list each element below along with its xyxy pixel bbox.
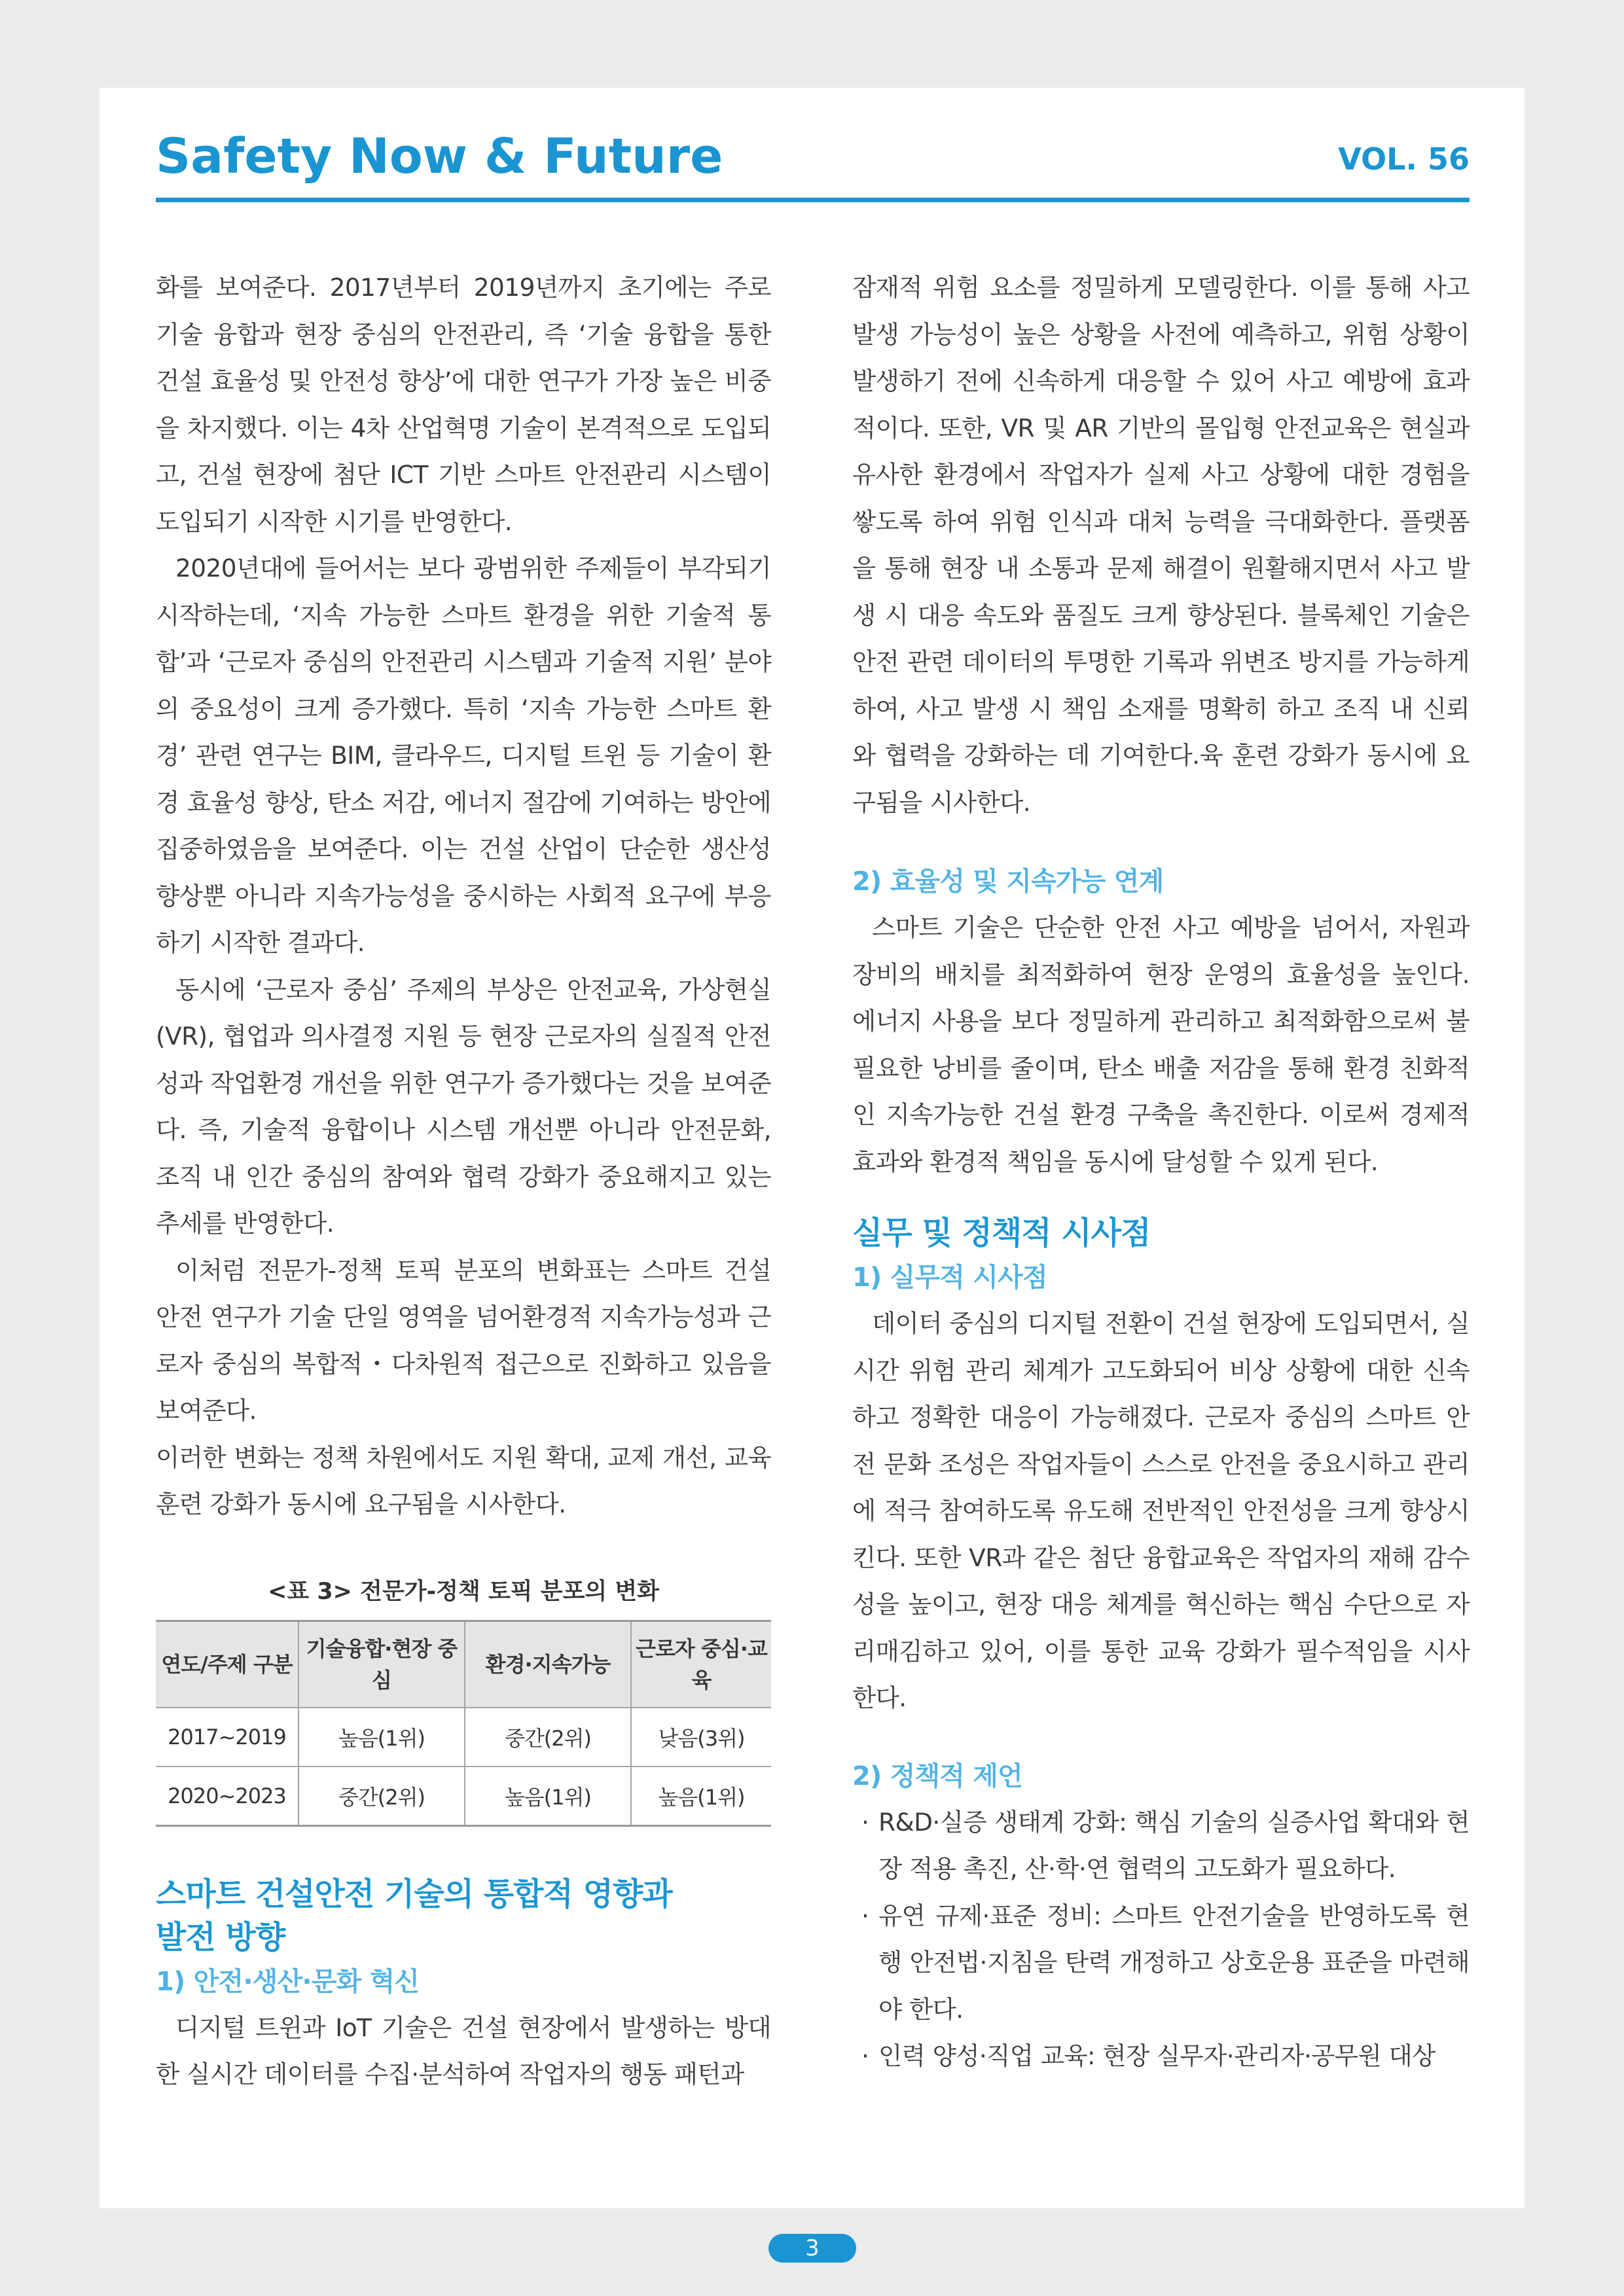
paragraph: 스마트 기술은 단순한 안전 사고 예방을 넘어서, 자원과 장비의 배치를 최적화하여 현장 운영의 효율성을 높인다. 에너지 사용을 보다 정밀하게 관리하고 최적화함으로써 불필요한 낭비를 줄이며, 탄소 배출 저감을 통해 환경 친화적인 지속가능한 건설 환경 구축을 촉진한다. 이로써 경제적 효과와 환경적 책임을 동시에 달성할 수 있게 된다. — [852, 913, 1470, 1176]
section-heading: 실무 및 정책적 시사점 — [852, 1215, 1151, 1251]
page-number: 3 — [768, 2234, 856, 2263]
paragraph: 데이터 중심의 디지털 전환이 건설 현장에 도입되면서, 실시간 위험 관리 체계가 고도화되어 비상 상황에 대한 신속하고 정확한 대응이 가능해졌다. 근로자 중심의 스마트 안전 문화 조성은 작업자들이 스스로 안전을 중요시하고 관리에 적극 참여하도록 유도해 전반적인 안전성을 크게 향상시킨다. 또한 VR과 같은 첨단 융합교육은 작업자의 재해 감수성을 높이고, 현장 대응 체계를 혁신하는 핵심 수단으로 자리매김하고 있어, 이를 통한 교육 강화가 필수적임을 시사한다. — [852, 1309, 1470, 1712]
bullet-mark: · — [861, 1901, 869, 1930]
section-heading-line: 발전 방향 — [156, 1918, 285, 1956]
paragraph: 화를 보여준다. 2017년부터 2019년까지 초기에는 주로 기술 융합과 현장 중심의 안전관리, 즉 ‘기술 융합을 통한 건설 효율성 및 안전성 향상’에 대한 연구가 가장 높은 비중을 차지했다. 이는 4차 산업혁명 기술이 본격적으로 도입되고, 건설 현장에 첨단 ICT 기반 스마트 안전관리 시스템이 도입되기 시작한 시기를 반영한다. — [156, 273, 771, 536]
section-heading-line: 스마트 건설안전 기술의 통합적 영향과 — [156, 1875, 672, 1912]
table-cell: 2017~2019 — [156, 1708, 298, 1767]
list-item-text: 유연 규제·표준 정비: 스마트 안전기술을 반영하도록 현행 안전법·지침을 탄력 개정하고 상호운용 표준을 마련해야 한다. — [878, 1901, 1470, 2024]
subsection-heading: 1) 안전·생산·문화 혁신 — [156, 1966, 420, 1997]
table-header-cell: 환경·지속가능 — [465, 1621, 631, 1708]
paragraph: 디지털 트윈과 IoT 기술은 건설 현장에서 발생하는 방대한 실시간 데이터를 수집·분석하여 작업자의 행동 패턴과 — [156, 2013, 771, 2089]
table-row — [156, 1708, 771, 1767]
list-item — [852, 1893, 1470, 2034]
left-column — [156, 264, 771, 2098]
paragraph: 동시에 ‘근로자 중심’ 주제의 부상은 안전교육, 가상현실(VR), 협업과 의사결정 지원 등 현장 근로자의 실질적 안전성과 작업환경 개선을 위한 연구가 증가했다는 것을 보여준다. 즉, 기술적 융합이나 시스템 개선뿐 아니라 안전문화, 조직 내 인간 중심의 참여와 협력 강화가 중요해지고 있는 추세를 반영한다. — [156, 975, 771, 1238]
list-item-text: 인력 양성·직업 교육: 현장 실무자·관리자·공무원 대상 — [878, 2041, 1435, 2070]
subsection-heading: 2) 정책적 제언 — [852, 1761, 1022, 1791]
bullet-mark: · — [861, 2041, 869, 2070]
magazine-title: Safety Now & Future — [156, 128, 723, 185]
table-cell: 높음(1위) — [298, 1708, 465, 1767]
table-header-cell: 기술융합·현장 중심 — [298, 1621, 465, 1708]
paragraph: 잠재적 위험 요소를 정밀하게 모델링한다. 이를 통해 사고 발생 가능성이 높은 상황을 사전에 예측하고, 위험 상황이 발생하기 전에 신속하게 대응할 수 있어 사고 예방에 효과적이다. 또한, VR 및 AR 기반의 몰입형 안전교육은 현실과 유사한 환경에서 작업자가 실제 사고 상황에 대한 경험을 쌓도록 하여 위험 인식과 대처 능력을 극대화한다. 플랫폼을 통해 현장 내 소통과 문제 해결이 원활해지면서 사고 발생 시 대응 속도와 품질도 크게 향상된다. 블록체인 기술은 안전 관련 데이터의 투명한 기록과 위변조 방지를 가능하게 하여, 사고 발생 시 책임 소재를 명확히 하고 조직 내 신뢰와 협력을 강화하는 데 기여한다.육 훈련 강화가 동시에 요구됨을 시사한다. — [852, 273, 1470, 817]
volume-label: VOL. 56 — [1338, 141, 1470, 177]
subsection-heading: 1) 실무적 시사점 — [852, 1263, 1047, 1293]
table-header-cell: 근로자 중심·교육 — [631, 1621, 771, 1708]
table-cell: 높음(1위) — [631, 1767, 771, 1826]
list-item — [852, 2033, 1470, 2080]
subsection-heading: 2) 효율성 및 지속가능 연계 — [852, 867, 1164, 897]
paragraph: 2020년대에 들어서는 보다 광범위한 주제들이 부각되기 시작하는데, ‘지속 가능한 스마트 환경을 위한 기술적 통합’과 ‘근로자 중심의 안전관리 시스템과 기술적 지원’ 분야의 중요성이 크게 증가했다. 특히 ‘지속 가능한 스마트 환경’ 관련 연구는 BIM, 클라우드, 디지털 트윈 등 기술이 환경 효율성 향상, 탄소 저감, 에너지 절감에 기여하는 방안에 집중하였음을 보여준다. 이는 건설 산업이 단순한 생산성 향상뿐 아니라 지속가능성을 중시하는 사회적 요구에 부응하기 시작한 결과다. — [156, 554, 771, 957]
list-item — [852, 1799, 1470, 1893]
table-cell: 낮음(3위) — [631, 1708, 771, 1767]
right-column — [852, 264, 1470, 2080]
table-row — [156, 1767, 771, 1826]
policy-bullet-list — [852, 1799, 1470, 2080]
paragraph: 이러한 변화는 정책 차원에서도 지원 확대, 교제 개선, 교육훈련 강화가 동시에 요구됨을 시사한다. — [156, 1443, 771, 1518]
table-cell: 2020~2023 — [156, 1767, 298, 1826]
bullet-mark: · — [861, 1807, 869, 1837]
list-item-text: R&D·실증 생태계 강화: 핵심 기술의 실증사업 확대와 현장 적용 촉진, 산·학·연 협력의 고도화가 필요하다. — [878, 1807, 1470, 1883]
table-cell: 중간(2위) — [298, 1767, 465, 1826]
masthead — [156, 127, 1470, 202]
table-header-row — [156, 1621, 771, 1708]
table-caption: <표 3> 전문가-정책 토픽 분포의 변화 — [268, 1578, 659, 1605]
table-cell: 중간(2위) — [465, 1708, 631, 1767]
section-heading — [156, 1873, 771, 1959]
table-header-cell: 연도/주제 구분 — [156, 1621, 298, 1708]
paragraph: 이처럼 전문가-정책 토픽 분포의 변화표는 스마트 건설 안전 연구가 기술 단일 영역을 넘어환경적 지속가능성과 근로자 중심의 복합적・다차원적 접근으로 진화하고 있음을 보여준다. — [156, 1255, 771, 1425]
topic-distribution-table — [156, 1620, 771, 1827]
table-cell: 높음(1위) — [465, 1767, 631, 1826]
